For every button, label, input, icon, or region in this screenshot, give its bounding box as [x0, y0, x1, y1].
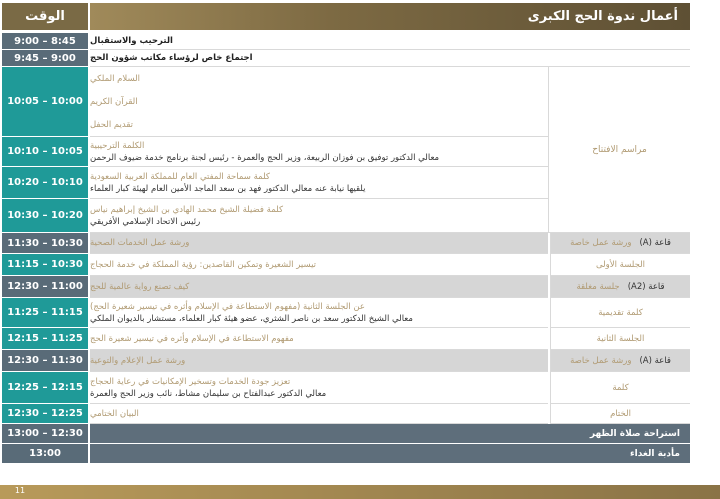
session-label — [550, 350, 690, 372]
item-text: السلام الملكي — [90, 73, 141, 84]
agenda-row — [2, 444, 690, 464]
time-cell: 10:20 – 10:10 — [2, 167, 88, 199]
time-cell: 11:30 – 10:30 — [2, 233, 88, 254]
hall-label: قاعة (A) — [639, 238, 671, 248]
time-cell: 10:05 – 10:00 — [2, 67, 88, 137]
opening-ceremony-label: مراسم الافتتاح — [548, 67, 690, 233]
content-cell — [90, 254, 548, 276]
time-cell: 10:30 – 10:20 — [2, 199, 88, 233]
item-text: تقديم الحفل — [90, 119, 134, 130]
session-type: جلسة مغلقة — [576, 281, 620, 292]
session-type: ورشة عمل خاصة — [570, 238, 632, 248]
page-number: 11 — [14, 486, 26, 495]
agenda-row — [2, 233, 690, 254]
agenda-row — [2, 298, 690, 328]
session-label: كلمة تقديمية — [550, 298, 690, 328]
item-text: يلقيها نيابة عنه معالي الدكتور فهد بن سعد الماجد الأمين العام لهيئة كبار العلماء — [90, 183, 366, 194]
session-label — [550, 276, 690, 298]
lunch-text: مأدبة الغداء — [90, 444, 690, 464]
item-text: مفهوم الاستطاعة في الإسلام وأثره في تيسير شعيرة الحج — [90, 333, 294, 344]
content-cell — [90, 276, 548, 298]
session-type: ورشة عمل خاصة — [570, 355, 632, 366]
content-cell — [90, 372, 548, 404]
time-cell: 9:45 – 9:00 — [2, 50, 88, 67]
content-cell — [90, 33, 690, 50]
hall-label: قاعة (A2) — [627, 281, 665, 292]
footer-bar — [0, 485, 720, 499]
item-text: تيسير الشعيرة وتمكين القاصدين: رؤية المملكة في خدمة الحجاج — [90, 259, 317, 270]
time-cell: 10:10 – 10:05 — [2, 137, 88, 167]
time-cell: 12:30 – 11:00 — [2, 276, 88, 298]
item-text: معالي الدكتور عبدالفتاح بن سليمان مشاط، نائب وزير الحج والعمرة — [90, 388, 327, 399]
item-text: كلمة فضيلة الشيخ محمد الهادي بن الشيخ إبراهيم نياس — [90, 204, 284, 215]
content-cell — [90, 404, 548, 424]
agenda-row — [2, 167, 690, 199]
session-label: كلمة — [550, 372, 690, 404]
time-cell: 13:00 — [2, 444, 88, 464]
time-cell: 11:25 – 11:15 — [2, 298, 88, 328]
session-label — [550, 233, 690, 254]
item-text: اجتماع خاص لرؤساء مكاتب شؤون الحج — [90, 53, 253, 63]
agenda-row — [2, 67, 690, 137]
agenda-row — [2, 404, 690, 424]
time-cell: 12:15 – 11:25 — [2, 328, 88, 350]
item-text: البيان الختامي — [90, 408, 139, 419]
session-label: الجلسة الثانية — [550, 328, 690, 350]
item-text: رئيس الاتحاد الإسلامي الأفريقي — [90, 216, 201, 227]
item-text: معالي الدكتور توفيق بن فوزان الربيعة، وزير الحج والعمرة - رئيس لجنة برنامج خدمة ضيوف الرحمن — [90, 152, 440, 163]
agenda-row — [2, 199, 690, 233]
item-text: معالي الشيخ الدكتور سعد بن ناصر الشثري، عضو هيئة كبار العلماء، مستشار بالديوان الملكي — [90, 313, 413, 324]
content-cell — [90, 50, 690, 67]
content-cell — [90, 298, 548, 328]
time-cell: 11:15 – 10:30 — [2, 254, 88, 276]
agenda-row — [2, 254, 690, 276]
break-text: استراحة صلاة الظهر — [90, 424, 690, 444]
agenda-row — [2, 350, 690, 372]
content-cell — [90, 67, 548, 137]
content-cell — [90, 137, 548, 167]
agenda-row — [2, 424, 690, 444]
time-column-header: الوقت — [2, 3, 88, 30]
item-text: ورشة عمل الخدمات الصحية — [90, 238, 190, 248]
agenda-row — [2, 137, 690, 167]
content-cell — [90, 199, 548, 233]
content-cell — [90, 328, 548, 350]
content-cell — [90, 167, 548, 199]
time-cell: 9:00 – 8:45 — [2, 33, 88, 50]
agenda-row — [2, 372, 690, 404]
item-text: ورشة عمل الإعلام والتوعية — [90, 355, 186, 366]
content-cell — [90, 350, 548, 372]
agenda-title: أعمال ندوة الحج الكبرى — [90, 3, 690, 30]
time-cell: 12:25 – 12:15 — [2, 372, 88, 404]
item-text: الكلمة الترحيبية — [90, 140, 145, 151]
agenda-row — [2, 328, 690, 350]
time-cell: 12:30 – 11:30 — [2, 350, 88, 372]
item-text: القرآن الكريم — [90, 96, 138, 107]
agenda-row — [2, 50, 690, 67]
content-cell — [90, 233, 548, 254]
time-cell: 12:30 – 12:25 — [2, 404, 88, 424]
item-text: كلمة سماحة المفتي العام للمملكة العربية السعودية — [90, 171, 270, 182]
item-text: كيف تصنع رواية عالمية للحج — [90, 281, 190, 292]
item-text: عن الجلسة الثانية (مفهوم الاستطاعة في الإسلام وأثره في تيسير شعيرة الحج) — [90, 301, 365, 312]
item-text: تعزيز جودة الخدمات وتسخير الإمكانيات في رعاية الحجاج — [90, 376, 291, 387]
session-label: الختام — [550, 404, 690, 424]
time-cell: 13:00 – 12:30 — [2, 424, 88, 444]
agenda-row — [2, 276, 690, 298]
session-label: الجلسة الأولى — [550, 254, 690, 276]
item-text: الترحيب والاستقبال — [90, 36, 173, 46]
hall-label: قاعة (A) — [639, 355, 671, 366]
agenda-row — [2, 33, 690, 50]
